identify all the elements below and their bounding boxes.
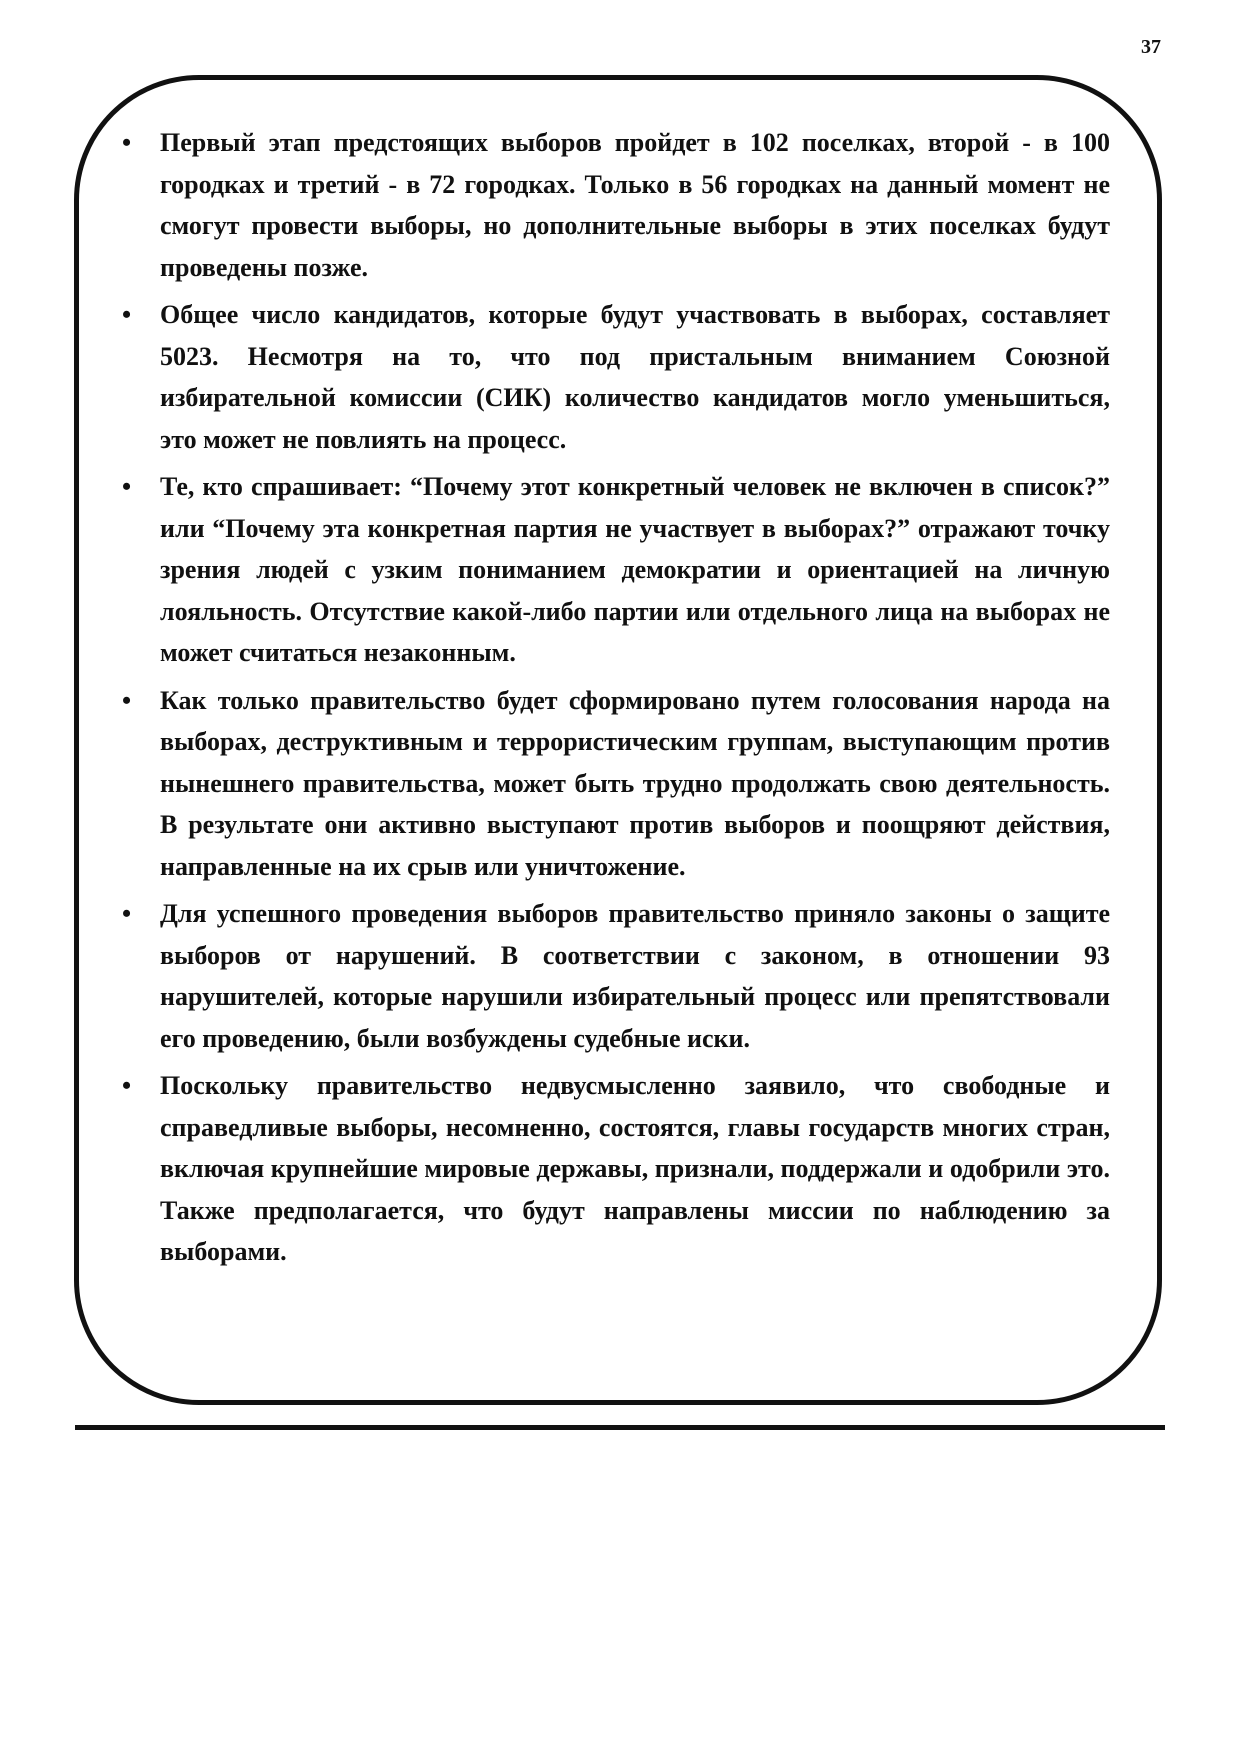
bullet-icon: • — [122, 899, 132, 928]
bullet-icon: • — [122, 128, 132, 157]
bullet-icon: • — [122, 1071, 132, 1100]
bullet-text: Поскольку правительство недвусмысленно заявило, что свободные и справедливые выборы, несомненно, состоятся, главы государств многих стран, включая крупнейшие мировые державы, признали, поддержали и одобрили это. Также предполагается, что будут направлены миссии по наблюдению за выборами. — [160, 1071, 1110, 1266]
list-item — [120, 466, 1110, 674]
bullet-icon: • — [122, 300, 132, 329]
list-item — [120, 893, 1110, 1059]
bullet-icon: • — [122, 685, 132, 715]
bullet-text: Как только правительство будет сформировано путем голосования народа на выборах, деструктивным и террористическим группам, выступающим против нынешнего правительства, может быть трудно продолжать свою деятельность. В результате они активно выступают против выборов и поощряют действия, направленные на их срыв или уничтожение. — [160, 685, 1110, 881]
list-item — [120, 680, 1110, 888]
list-item — [120, 294, 1110, 460]
bullet-text: Те, кто спрашивает: “Почему этот конкретный человек не включен в список?” или “Почему эта конкретная партия не участвует в выборах?” отражают точку зрения людей с узким пониманием демократии и ориентацией на личную лояльность. Отсутствие какой-либо партии или отдельного лица на выборах не может считаться незаконным. — [160, 472, 1110, 667]
list-item — [120, 122, 1110, 288]
list-item — [120, 1065, 1110, 1273]
bullet-text: Общее число кандидатов, которые будут участвовать в выборах, составляет 5023. Несмотря на то, что под пристальным вниманием Союзной избирательной комиссии (СИК) количество кандидатов могло уменьшиться, это может не повлиять на процесс. — [160, 300, 1110, 454]
bottom-divider — [75, 1425, 1165, 1430]
bullet-text: Для успешного проведения выборов правительство приняло законы о защите выборов от нарушений. В соответствии с законом, в отношении 93 нарушителей, которые нарушили избирательный процесс или препятствовали его проведению, были возбуждены судебные иски. — [160, 899, 1110, 1053]
bullet-text: Первый этап предстоящих выборов пройдет в 102 поселках, второй - в 100 городках и третий - в 72 городках. Только в 56 городках на данный момент не смогут провести выборы, но дополнительные выборы в этих поселках будут проведены позже. — [160, 128, 1110, 282]
bullet-list — [120, 122, 1110, 1279]
page-number: 37 — [1141, 36, 1161, 58]
bullet-icon: • — [122, 472, 132, 501]
